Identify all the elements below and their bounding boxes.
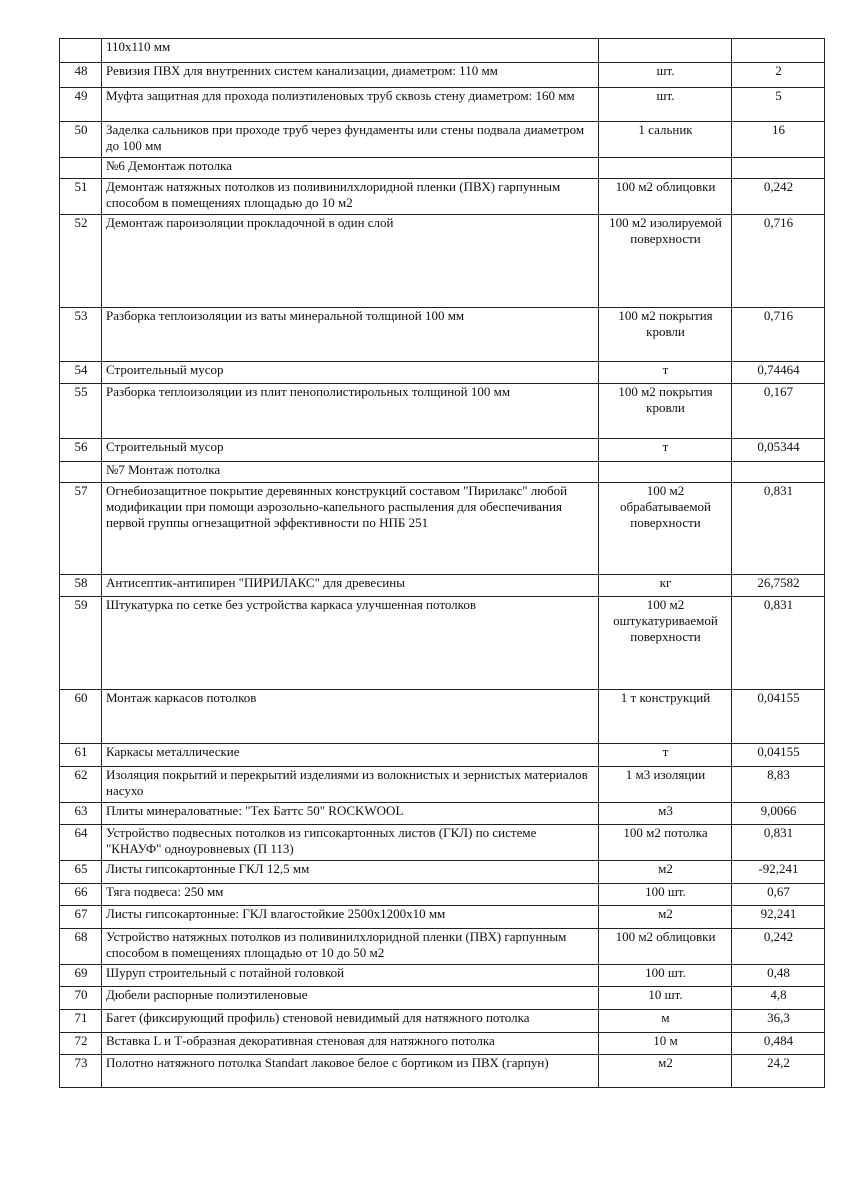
row-name: Заделка сальников при проходе труб через фундаменты или стены подвала диаметром до 100 мм [102,122,599,158]
row-number: 50 [60,122,102,158]
row-unit: шт. [599,88,732,122]
table-row [60,597,825,690]
table-row [60,308,825,362]
row-quantity: 0,484 [732,1033,825,1055]
row-quantity [732,158,825,179]
row-unit: 1 сальник [599,122,732,158]
row-name: Строительный мусор [102,362,599,384]
row-name: Полотно натяжного потолка Standart лаковое белое с бортиком из ПВХ (гарпун) [102,1055,599,1088]
row-unit: м2 [599,1055,732,1088]
row-quantity: 24,2 [732,1055,825,1088]
row-number: 59 [60,597,102,690]
row-name: Демонтаж пароизоляции прокладочной в один слой [102,215,599,308]
table-row [60,1010,825,1033]
row-number: 64 [60,825,102,861]
table-row [60,767,825,803]
row-name: Разборка теплоизоляции из ваты минеральной толщиной 100 мм [102,308,599,362]
table-row [60,462,825,483]
row-number: 73 [60,1055,102,1088]
row-unit: 10 шт. [599,987,732,1010]
row-unit: 100 шт. [599,965,732,987]
table-row [60,965,825,987]
row-number: 52 [60,215,102,308]
row-name: №7 Монтаж потолка [102,462,599,483]
row-name: Огнебиозащитное покрытие деревянных конструкций составом "Пирилакс" любой модификации при помощи аэрозольно-капельного распыления для обеспечивания первой группы огнезащитной эффективности по НПБ 251 [102,483,599,575]
row-name: 110x110 мм [102,39,599,63]
row-number: 65 [60,861,102,884]
row-unit [599,462,732,483]
row-unit: кг [599,575,732,597]
row-name: Дюбели распорные полиэтиленовые [102,987,599,1010]
table-row [60,1055,825,1088]
row-number: 48 [60,63,102,88]
row-unit: т [599,744,732,767]
row-unit: м2 [599,906,732,929]
row-number: 57 [60,483,102,575]
table-row [60,88,825,122]
table-row [60,929,825,965]
row-name: Строительный мусор [102,439,599,462]
row-unit: 1 т конструкций [599,690,732,744]
table-row [60,122,825,158]
table-row [60,690,825,744]
row-number: 58 [60,575,102,597]
row-name: Листы гипсокартонные ГКЛ 12,5 мм [102,861,599,884]
row-name: Листы гипсокартонные: ГКЛ влагостойкие 2500х1200х10 мм [102,906,599,929]
row-name: Разборка теплоизоляции из плит пенополистирольных толщиной 100 мм [102,384,599,439]
row-number [60,158,102,179]
row-name: Вставка L и Т-образная декоративная стеновая для натяжного потолка [102,1033,599,1055]
row-name: Устройство натяжных потолков из поливинилхлоридной пленки (ПВХ) гарпунным способом в помещениях площадью от 10 до 50 м2 [102,929,599,965]
table-row [60,179,825,215]
row-quantity: 0,716 [732,215,825,308]
row-quantity: 0,04155 [732,690,825,744]
row-unit [599,39,732,63]
row-name: №6 Демонтаж потолка [102,158,599,179]
row-number: 71 [60,1010,102,1033]
row-number [60,39,102,63]
row-quantity [732,39,825,63]
table-row [60,483,825,575]
row-quantity: 92,241 [732,906,825,929]
row-quantity: 16 [732,122,825,158]
table-row [60,215,825,308]
row-number: 70 [60,987,102,1010]
row-number: 62 [60,767,102,803]
row-unit: 100 м2 оштукатуриваемой поверхности [599,597,732,690]
row-unit: 100 шт. [599,884,732,906]
row-unit: 100 м2 облицовки [599,929,732,965]
table-row [60,384,825,439]
row-unit: 100 м2 потолка [599,825,732,861]
specification-table [59,38,825,1088]
table-row [60,439,825,462]
row-unit: м3 [599,803,732,825]
table-row [60,575,825,597]
row-number: 67 [60,906,102,929]
row-quantity: 36,3 [732,1010,825,1033]
row-quantity: 9,0066 [732,803,825,825]
row-number: 72 [60,1033,102,1055]
row-name: Антисептик-антипирен "ПИРИЛАКС" для древесины [102,575,599,597]
row-quantity [732,462,825,483]
row-quantity: 0,831 [732,825,825,861]
row-number: 68 [60,929,102,965]
table-row [60,906,825,929]
table-row [60,825,825,861]
row-number: 63 [60,803,102,825]
row-name: Устройство подвесных потолков из гипсокартонных листов (ГКЛ) по системе "КНАУФ" одноуровневых (П 113) [102,825,599,861]
row-number: 49 [60,88,102,122]
row-quantity: 0,831 [732,483,825,575]
row-unit: 10 м [599,1033,732,1055]
row-unit: шт. [599,63,732,88]
row-quantity: 0,67 [732,884,825,906]
row-quantity: 0,242 [732,929,825,965]
row-number: 61 [60,744,102,767]
row-name: Демонтаж натяжных потолков из поливинилхлоридной пленки (ПВХ) гарпунным способом в помещениях площадью до 10 м2 [102,179,599,215]
row-name: Шуруп строительный с потайной головкой [102,965,599,987]
row-name: Ревизия ПВХ для внутренних систем канализации, диаметром: 110 мм [102,63,599,88]
row-quantity: 0,05344 [732,439,825,462]
table-row [60,362,825,384]
table-row [60,987,825,1010]
table-row [60,861,825,884]
row-quantity: 0,716 [732,308,825,362]
table-row [60,158,825,179]
row-unit: 100 м2 покрытия кровли [599,308,732,362]
row-unit: м2 [599,861,732,884]
row-unit: 100 м2 изолируемой поверхности [599,215,732,308]
row-unit [599,158,732,179]
row-number: 53 [60,308,102,362]
table-row [60,803,825,825]
row-number: 54 [60,362,102,384]
row-quantity: 5 [732,88,825,122]
row-name: Изоляция покрытий и перекрытий изделиями из волокнистых и зернистых материалов насухо [102,767,599,803]
row-unit: т [599,439,732,462]
row-quantity: 2 [732,63,825,88]
row-number: 60 [60,690,102,744]
row-number: 55 [60,384,102,439]
table-row [60,39,825,63]
table-row [60,744,825,767]
row-quantity: 0,242 [732,179,825,215]
row-unit: т [599,362,732,384]
row-number: 56 [60,439,102,462]
row-unit: 100 м2 облицовки [599,179,732,215]
row-quantity: 0,04155 [732,744,825,767]
row-unit: 100 м2 обрабатываемой поверхности [599,483,732,575]
row-unit: м [599,1010,732,1033]
row-name: Муфта защитная для прохода полиэтиленовых труб сквозь стену диаметром: 160 мм [102,88,599,122]
row-name: Каркасы металлические [102,744,599,767]
table-row [60,1033,825,1055]
row-quantity: 0,48 [732,965,825,987]
row-number: 69 [60,965,102,987]
row-quantity: 26,7582 [732,575,825,597]
row-name: Плиты минераловатные: "Тех Баттс 50" ROCKWOOL [102,803,599,825]
row-quantity: 0,167 [732,384,825,439]
table-row [60,63,825,88]
row-number [60,462,102,483]
row-number: 51 [60,179,102,215]
row-name: Тяга подвеса: 250 мм [102,884,599,906]
row-unit: 100 м2 покрытия кровли [599,384,732,439]
row-name: Штукатурка по сетке без устройства каркаса улучшенная потолков [102,597,599,690]
row-quantity: -92,241 [732,861,825,884]
row-quantity: 0,831 [732,597,825,690]
row-quantity: 0,74464 [732,362,825,384]
row-name: Багет (фиксирующий профиль) стеновой невидимый для натяжного потолка [102,1010,599,1033]
row-number: 66 [60,884,102,906]
row-unit: 1 м3 изоляции [599,767,732,803]
table-row [60,884,825,906]
table-body [60,39,825,1088]
row-quantity: 4,8 [732,987,825,1010]
row-quantity: 8,83 [732,767,825,803]
row-name: Монтаж каркасов потолков [102,690,599,744]
